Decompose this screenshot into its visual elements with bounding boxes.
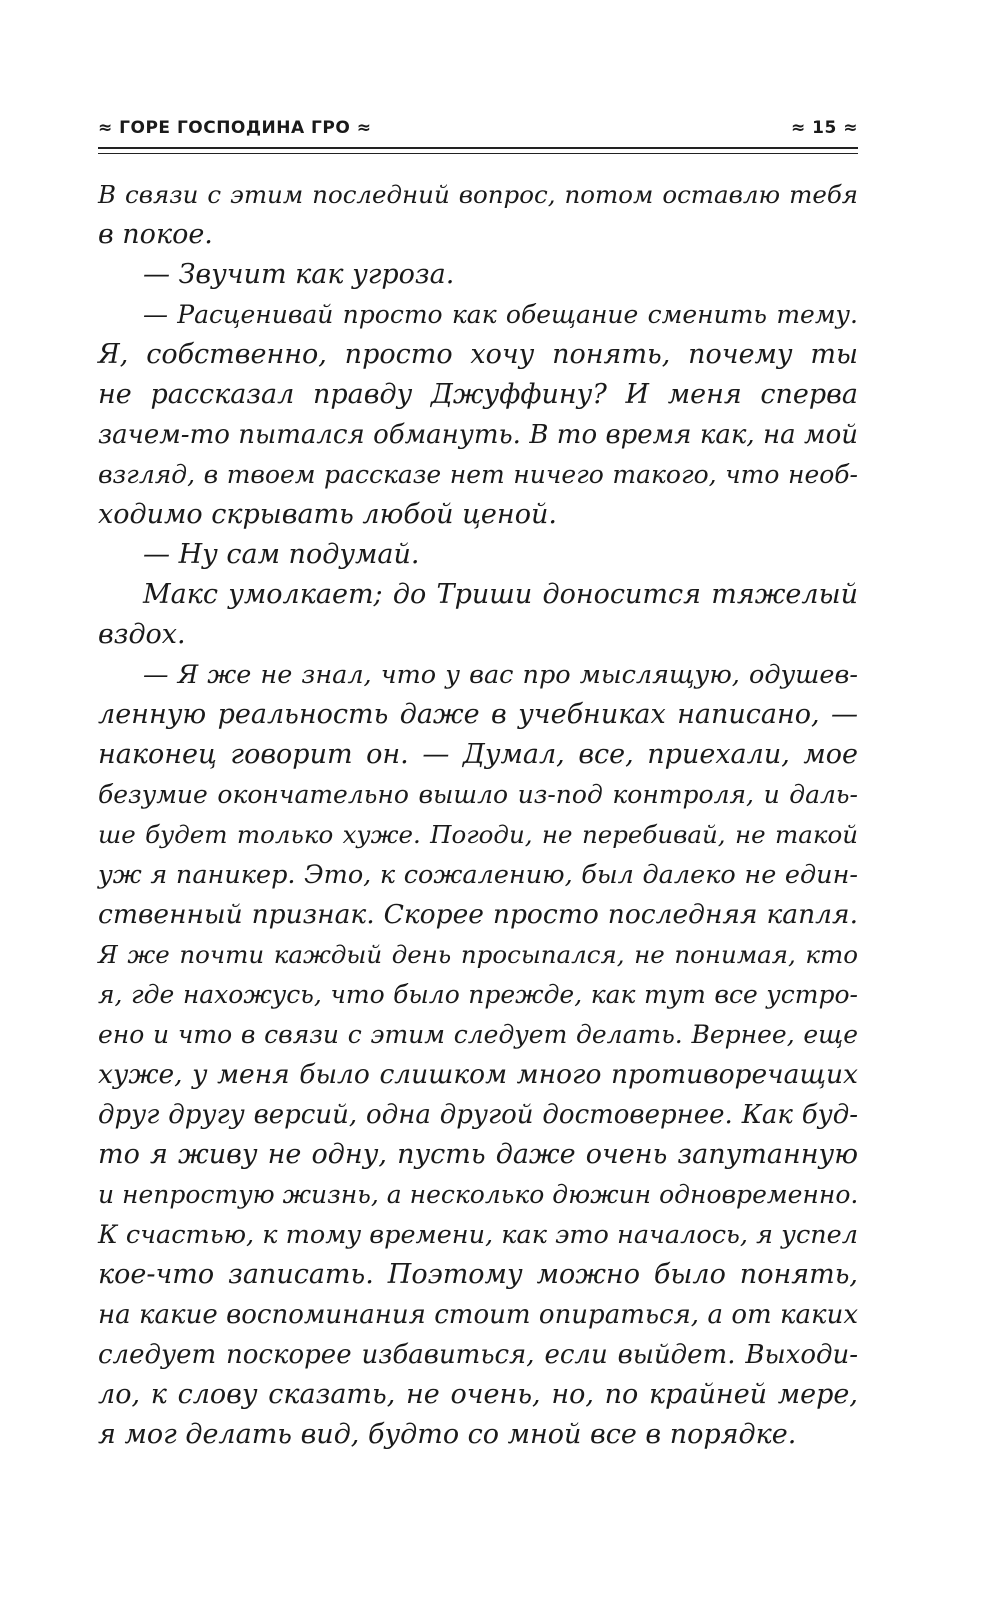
text-line: — Ну сам подумай. [143, 539, 420, 570]
text-line: ено и что в связи с этим следует делать. Вернее, еще [98, 1020, 858, 1049]
header-rule-thin [98, 153, 858, 154]
text-line: ло, к слову сказать, не очень, но, по крайней мере, [98, 1379, 858, 1410]
text-line: Я же почти каждый день просыпался, не понимая, кто [98, 940, 858, 969]
header-rule-thick [98, 147, 858, 149]
text-line: Макс умолкает; до Триши доносится тяжелый [143, 579, 858, 610]
text-line: — Я же не знал, что у вас про мыслящую, одушев- [143, 660, 858, 690]
text-line: ше будет только хуже. Погоди, не перебивай, не такой [98, 820, 858, 849]
text-line: ственный признак. Скорее просто последняя капля. [98, 899, 858, 930]
text-line: на какие воспоминания стоит опираться, а от каких [98, 1300, 858, 1330]
text-line: — Расценивай просто как обещание сменить тему. [143, 300, 858, 329]
text-line: то я живу не одну, пусть даже очень запутанную [98, 1139, 858, 1170]
running-head-title: ≈ ГОРЕ ГОСПОДИНА ГРО ≈ [98, 118, 372, 138]
text-line: кое-что записать. Поэтому можно было понять, [98, 1259, 858, 1290]
page-number: ≈ 15 ≈ [791, 118, 858, 138]
text-line: следует поскорее избавиться, если выйдет. Выходи- [98, 1340, 858, 1370]
text-line: уж я паникер. Это, к сожалению, был далеко не един- [98, 860, 858, 890]
text-line: я, где нахожусь, что было прежде, как тут все устро- [98, 980, 858, 1009]
running-head [98, 118, 858, 144]
text-line: друг другу версий, одна другой достовернее. Как буд- [98, 1100, 858, 1130]
text-line: наконец говорит он. — Думал, все, приехали, мое [98, 739, 858, 770]
text-line: не рассказал правду Джуффину? И меня сперва [98, 379, 858, 410]
text-line: безумие окончательно вышло из-под контроля, и даль- [98, 780, 858, 809]
text-line: и непростую жизнь, а несколько дюжин одновременно. [98, 1180, 859, 1209]
text-line: взгляд, в твоем рассказе нет ничего такого, что необ- [98, 460, 858, 489]
text-line: — Звучит как угроза. [143, 259, 455, 290]
text-line: в покое. [98, 219, 213, 250]
text-line: я мог делать вид, будто со мной все в порядке. [98, 1419, 797, 1450]
text-line: зачем-то пытался обмануть. В то время как, на мой [98, 420, 858, 450]
body-text [98, 175, 858, 1455]
text-line: ленную реальность даже в учебниках написано, — [98, 699, 858, 730]
text-line: Я, собственно, просто хочу понять, почему ты [98, 339, 858, 370]
text-line: В связи с этим последний вопрос, потом оставлю тебя [98, 180, 858, 209]
text-line: вздох. [98, 619, 186, 650]
text-line: хуже, у меня было слишком много противоречащих [98, 1059, 858, 1090]
text-line: К счастью, к тому времени, как это началось, я успел [98, 1220, 858, 1250]
text-line: ходимо скрывать любой ценой. [98, 499, 557, 530]
